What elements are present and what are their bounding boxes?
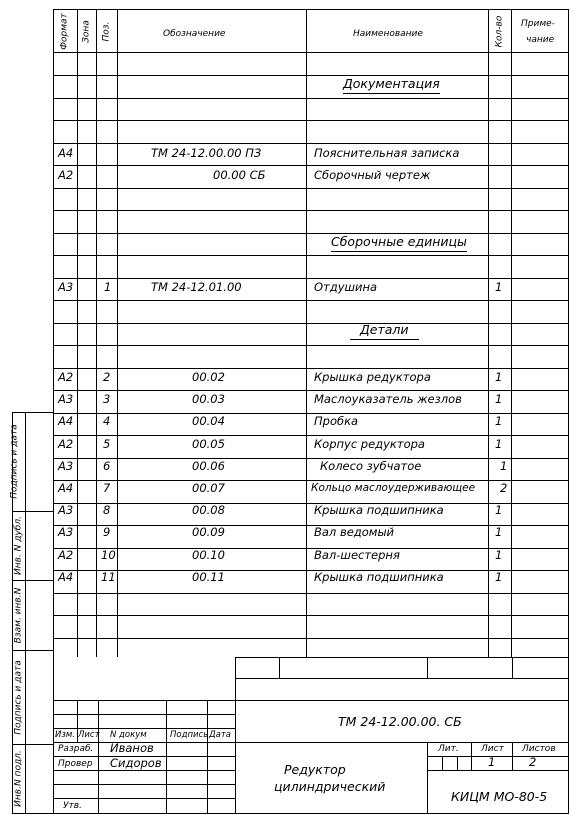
row-designation: 00.11 <box>192 570 225 584</box>
tb-header-list: Лист <box>78 730 100 740</box>
section-parts: Детали <box>350 324 419 340</box>
tb-header-date: Дата <box>209 730 232 740</box>
row-pos: 6 <box>103 459 111 473</box>
header-format: Формат <box>59 13 70 50</box>
header-note-line2: чание <box>526 35 555 45</box>
row-designation: 00.10 <box>192 548 225 562</box>
row-designation: 00.02 <box>192 370 225 384</box>
row-pos: 4 <box>103 414 111 428</box>
row-format: А4 <box>58 570 74 584</box>
header-designation: Обозначение <box>163 29 226 39</box>
tb-header-sheets: Листов <box>522 744 556 754</box>
row-format: А3 <box>58 280 74 294</box>
row-qty: 1 <box>495 414 503 428</box>
row-name: Крышка подшипника <box>314 503 444 517</box>
row-pos: 10 <box>101 548 116 562</box>
row-name: Колесо зубчатое <box>320 459 422 473</box>
row-name: Вал-шестерня <box>314 548 400 562</box>
header-zone: Зона <box>81 20 92 43</box>
row-pos: 5 <box>103 437 111 451</box>
row-designation: 00.08 <box>192 503 225 517</box>
row-name: Пояснительная записка <box>314 146 460 160</box>
row-format: А3 <box>58 503 74 517</box>
row-name: Крышка редуктора <box>314 370 431 384</box>
row-qty: 1 <box>500 459 508 473</box>
row-designation: 00.05 <box>192 437 225 451</box>
row-format: А2 <box>58 548 74 562</box>
header-qty: Кол-во <box>494 15 505 48</box>
row-qty: 1 <box>495 370 503 384</box>
row-format: А4 <box>58 481 74 495</box>
row-name: Крышка подшипника <box>314 570 444 584</box>
side-sign-date-1: Подпись и дата <box>9 424 20 499</box>
row-name: Вал ведомый <box>314 525 395 539</box>
tb-checker-name: Сидоров <box>110 756 162 770</box>
row-pos: 11 <box>101 570 116 584</box>
row-name: Отдушина <box>314 280 378 294</box>
row-qty: 1 <box>495 548 503 562</box>
tb-sheets-count: 2 <box>529 755 537 769</box>
row-pos: 7 <box>103 481 111 495</box>
row-qty: 1 <box>495 280 503 294</box>
row-pos: 8 <box>103 503 111 517</box>
tb-role-approved: Утв. <box>63 801 82 811</box>
row-pos: 3 <box>103 392 111 406</box>
row-qty: 1 <box>495 392 503 406</box>
row-format: А3 <box>58 392 74 406</box>
row-qty: 1 <box>495 437 503 451</box>
row-format: А2 <box>58 168 74 182</box>
tb-header-sheet: Лист <box>481 744 504 754</box>
tb-title-line1: Редуктор <box>284 762 346 777</box>
row-pos: 2 <box>103 370 111 384</box>
side-inv-dup: Инв. N дубл. <box>13 516 24 575</box>
tb-sheet-number: 1 <box>488 755 496 769</box>
row-qty: 1 <box>495 503 503 517</box>
tb-organization: КИЦМ МО-80-5 <box>451 789 548 804</box>
row-designation: ТМ 24-12.01.00 <box>151 280 242 294</box>
tb-role-checker: Провер <box>58 759 93 769</box>
tb-role-developer: Разраб. <box>58 744 94 754</box>
row-name: Маслоуказатель жезлов <box>314 392 462 406</box>
side-sign-date-2: Подпись и дата <box>13 660 24 735</box>
header-note-line1: Приме- <box>521 19 555 29</box>
row-format: А2 <box>58 437 74 451</box>
tb-header-lit: Лит. <box>438 744 459 754</box>
row-name: Сборочный чертеж <box>314 168 431 182</box>
row-qty: 1 <box>495 570 503 584</box>
row-format: А3 <box>58 525 74 539</box>
row-pos: 9 <box>103 525 111 539</box>
tb-header-izm: Изм. <box>55 730 75 740</box>
tb-header-doc: N докум <box>110 730 147 740</box>
row-qty: 2 <box>500 481 508 495</box>
row-qty: 1 <box>495 525 503 539</box>
row-designation: 00.07 <box>192 481 225 495</box>
side-inv-orig: Инв.N подл. <box>13 750 24 807</box>
row-designation: 00.03 <box>192 392 225 406</box>
row-designation: 00.04 <box>192 414 225 428</box>
header-pos: Поз. <box>101 21 112 42</box>
row-designation: 00.00 СБ <box>213 168 266 182</box>
section-assemblies: Сборочные единицы <box>331 236 467 252</box>
row-format: А3 <box>58 459 74 473</box>
tb-header-sign: Подпись <box>170 730 209 740</box>
row-format: А2 <box>58 370 74 384</box>
row-format: А4 <box>58 146 74 160</box>
row-designation: 00.06 <box>192 459 225 473</box>
row-name: Корпус редуктора <box>314 437 425 451</box>
section-documentation: Документация <box>343 78 440 94</box>
tb-title-line2: цилиндрический <box>274 779 386 794</box>
header-name: Наименование <box>353 29 423 39</box>
tb-developer-name: Иванов <box>110 741 154 755</box>
row-designation: ТМ 24-12.00.00 ПЗ <box>151 146 262 160</box>
row-pos: 1 <box>104 280 112 294</box>
row-format: А4 <box>58 414 74 428</box>
row-name: Пробка <box>314 414 359 428</box>
side-vzam-inv: Взам. инв.N <box>13 587 24 644</box>
row-designation: 00.09 <box>192 525 225 539</box>
doc-code: ТМ 24-12.00.00. СБ <box>338 714 462 729</box>
row-name: Кольцо маслоудерживающее <box>311 482 476 494</box>
